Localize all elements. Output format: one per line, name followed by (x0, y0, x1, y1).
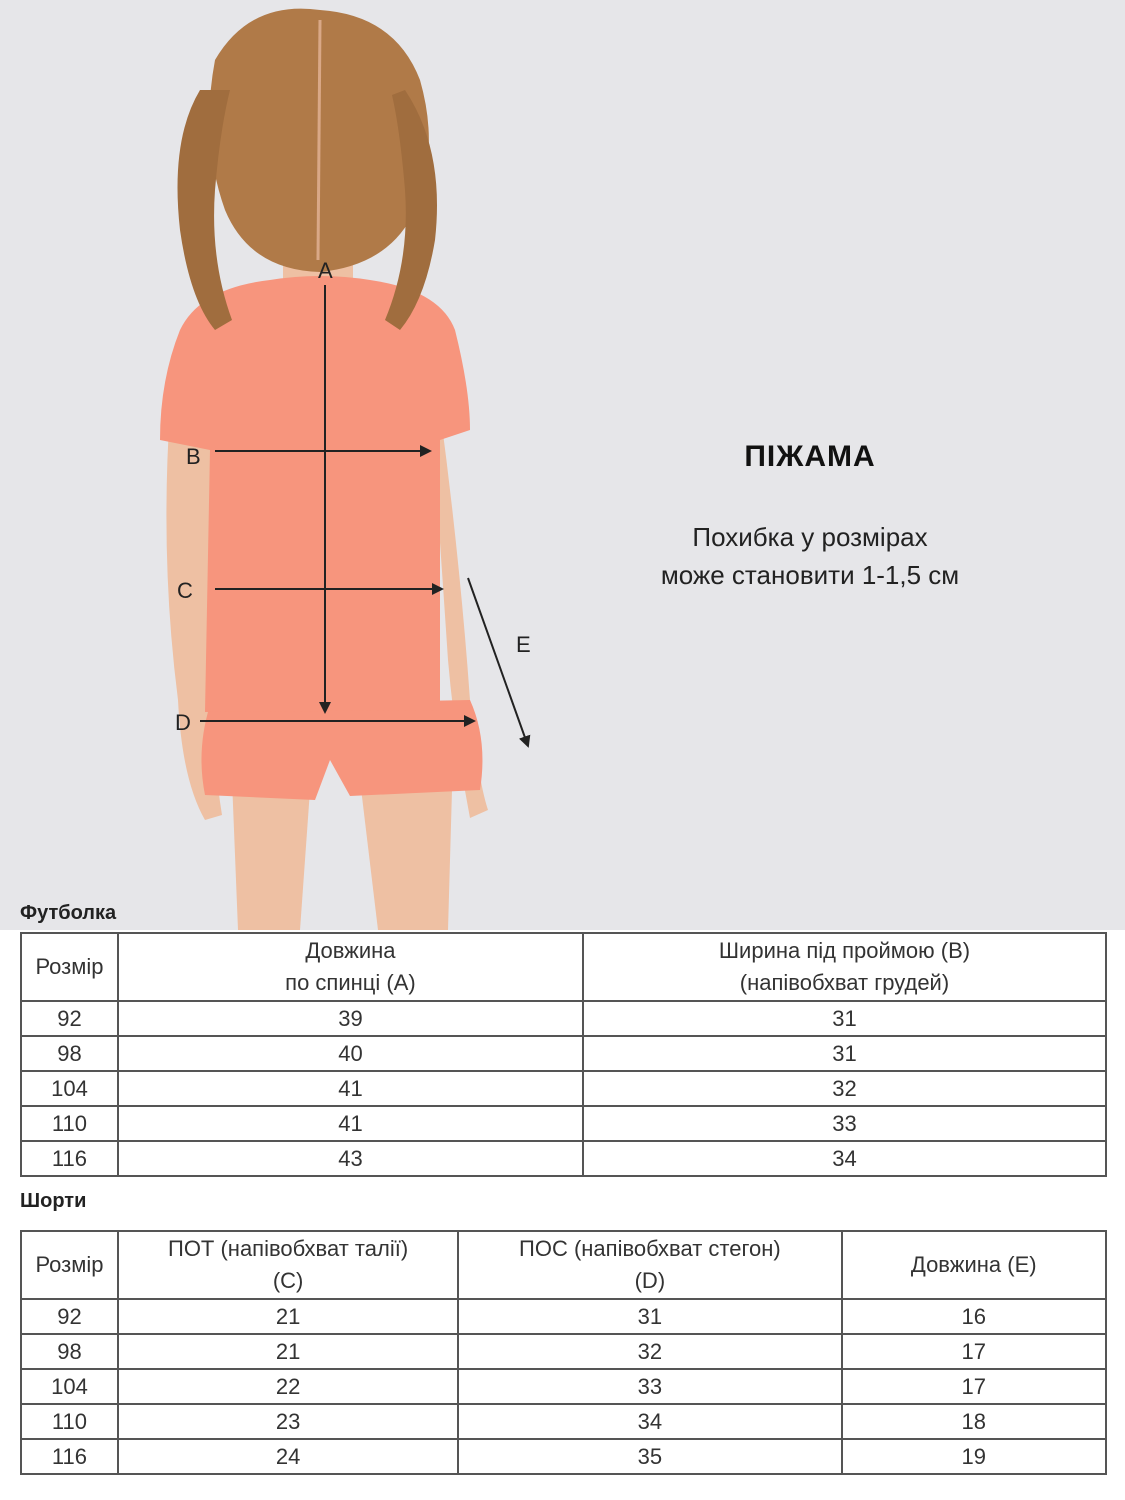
cell-value: 22 (118, 1369, 458, 1404)
shorts-illustration (201, 700, 482, 800)
cell-value: 17 (842, 1334, 1107, 1369)
header-waist: ПОТ (напівобхват талії) (C) (118, 1231, 458, 1299)
cell-value: 24 (118, 1439, 458, 1474)
cell-value: 33 (458, 1369, 841, 1404)
table-row (21, 1036, 1106, 1071)
cell-size: 116 (21, 1439, 118, 1474)
cell-value: 23 (118, 1404, 458, 1439)
cell-value: 18 (842, 1404, 1107, 1439)
measure-label-d: D (175, 710, 191, 735)
cell-value: 39 (118, 1001, 583, 1036)
table-row (21, 1001, 1106, 1036)
table-row (21, 1106, 1106, 1141)
size-tolerance-note (610, 518, 1010, 594)
header-hips: ПОС (напівобхват стегон) (D) (458, 1231, 841, 1299)
cell-size: 98 (21, 1036, 118, 1071)
cell-value: 40 (118, 1036, 583, 1071)
table-row (21, 1334, 1106, 1369)
cell-value: 35 (458, 1439, 841, 1474)
page-title: ПІЖАМА (744, 440, 876, 473)
cell-value: 31 (458, 1299, 841, 1334)
cell-value: 31 (583, 1036, 1106, 1071)
cell-size: 98 (21, 1334, 118, 1369)
measure-label-b: B (186, 444, 201, 469)
cell-size: 116 (21, 1141, 118, 1176)
header-size: Розмір (21, 933, 118, 1001)
table-row (21, 1404, 1106, 1439)
cell-value: 32 (458, 1334, 841, 1369)
cell-size: 110 (21, 1106, 118, 1141)
cell-value: 19 (842, 1439, 1107, 1474)
table-header-row (21, 1231, 1106, 1299)
right-leg (360, 780, 452, 930)
measure-label-a: A (318, 258, 333, 283)
cell-value: 34 (458, 1404, 841, 1439)
left-leg (232, 780, 310, 930)
cell-value: 31 (583, 1001, 1106, 1036)
hair-parting (318, 20, 320, 260)
cell-size: 92 (21, 1299, 118, 1334)
cell-size: 104 (21, 1071, 118, 1106)
tshirt-section-label: Футболка (20, 902, 117, 924)
note-line-2: може становити 1-1,5 см (660, 560, 960, 590)
table-row (21, 1141, 1106, 1176)
cell-value: 33 (583, 1106, 1106, 1141)
shorts-section-label: Шорти (20, 1190, 87, 1212)
header-chest-width: Ширина під проймою (B) (напівобхват грудей) (583, 933, 1106, 1001)
cell-value: 41 (118, 1106, 583, 1141)
cell-value: 32 (583, 1071, 1106, 1106)
table-row (21, 1369, 1106, 1404)
cell-value: 17 (842, 1369, 1107, 1404)
measure-label-e: E (516, 632, 531, 657)
cell-value: 21 (118, 1299, 458, 1334)
cell-value: 34 (583, 1141, 1106, 1176)
cell-size: 92 (21, 1001, 118, 1036)
cell-value: 43 (118, 1141, 583, 1176)
table-row (21, 1299, 1106, 1334)
table-row (21, 1439, 1106, 1474)
note-line-1: Похибка у розмірах (692, 522, 928, 552)
shorts-size-table (20, 1230, 1107, 1475)
table-header-row (21, 933, 1106, 1001)
header-size: Розмір (21, 1231, 118, 1299)
tshirt-size-table (20, 932, 1107, 1177)
cell-size: 104 (21, 1369, 118, 1404)
header-back-length: Довжина по спинці (A) (118, 933, 583, 1001)
cell-value: 21 (118, 1334, 458, 1369)
cell-size: 110 (21, 1404, 118, 1439)
cell-value: 16 (842, 1299, 1107, 1334)
measure-label-c: C (177, 578, 193, 603)
cell-value: 41 (118, 1071, 583, 1106)
header-length: Довжина (E) (842, 1231, 1107, 1299)
table-row (21, 1071, 1106, 1106)
